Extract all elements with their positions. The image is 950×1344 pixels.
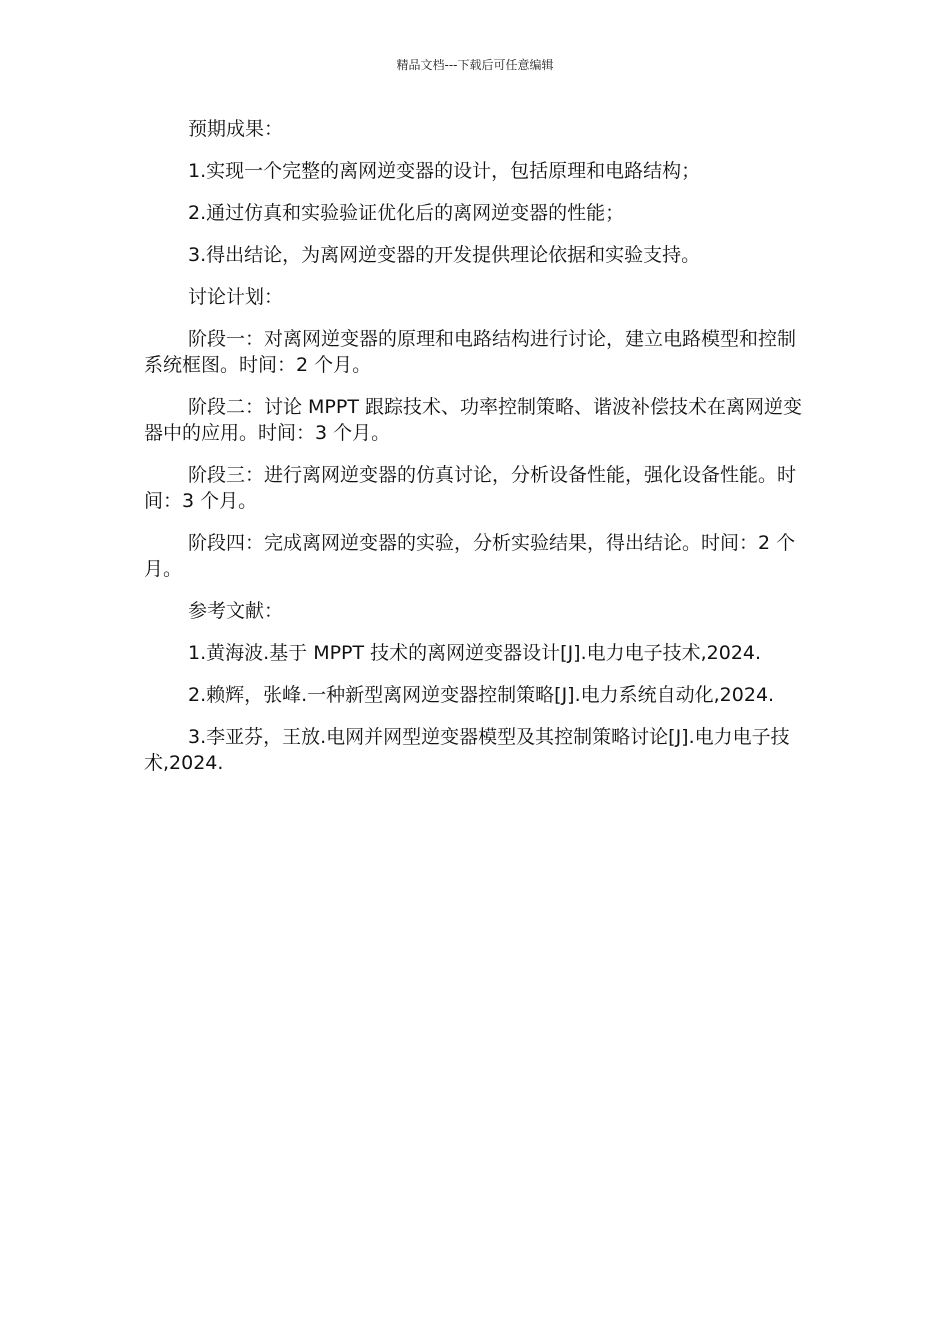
plan-stage: 阶段二：讨论 MPPT 跟踪技术、功率控制策略、谐波补偿技术在离网逆变器中的应用。时间：3 个月。 (144, 396, 802, 444)
page-header: 精品文档---下载后可任意编辑 (396, 58, 554, 72)
plan-heading: 讨论计划： (188, 286, 284, 308)
expected-result-item: 3.得出结论，为离网逆变器的开发提供理论依据和实验支持。 (188, 244, 701, 266)
references-heading: 参考文献： (188, 600, 284, 622)
document-body (144, 116, 808, 792)
reference-item: 2.赖辉，张峰.一种新型离网逆变器控制策略[J].电力系统自动化,2024. (188, 684, 775, 706)
expected-result-item: 1.实现一个完整的离网逆变器的设计，包括原理和电路结构； (188, 160, 701, 182)
plan-stage: 阶段四：完成离网逆变器的实验，分析实验结果，得出结论。时间：2 个月。 (144, 532, 796, 580)
plan-stage: 阶段一：对离网逆变器的原理和电路结构进行讨论，建立电路模型和控制系统框图。时间：2 个月。 (144, 328, 797, 376)
plan-stage: 阶段三：进行离网逆变器的仿真讨论，分析设备性能，强化设备性能。时间：3 个月。 (144, 464, 797, 512)
expected-result-item: 2.通过仿真和实验验证优化后的离网逆变器的性能； (188, 202, 625, 224)
reference-item: 1.黄海波.基于 MPPT 技术的离网逆变器设计[J].电力电子技术,2024. (188, 642, 762, 664)
reference-item: 3.李亚芬，王放.电网并网型逆变器模型及其控制策略讨论[J].电力电子技术,2024. (144, 726, 790, 774)
expected-results-heading: 预期成果： (188, 118, 284, 140)
